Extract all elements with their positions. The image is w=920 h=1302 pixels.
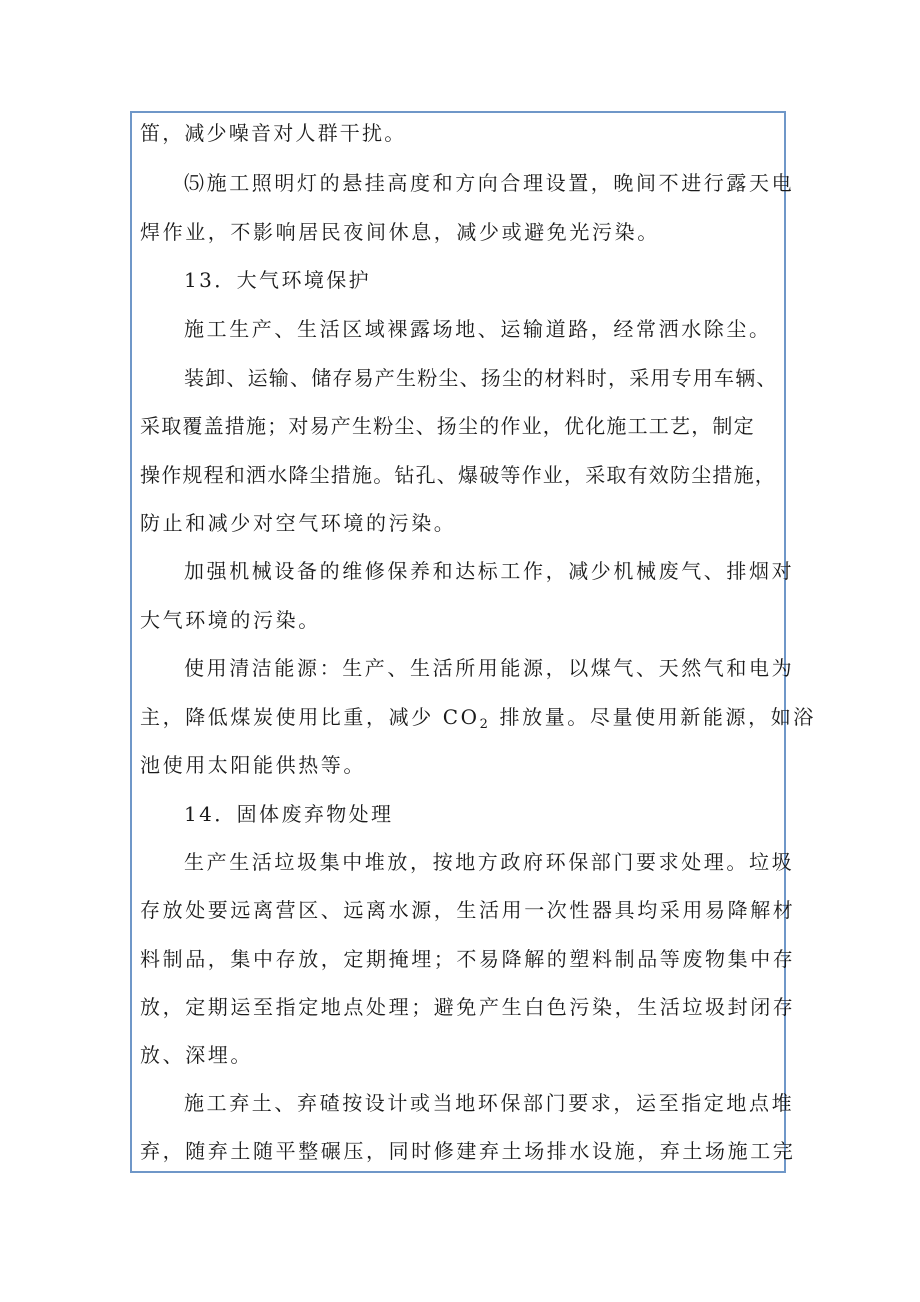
text-line: 施工生产、生活区域裸露场地、运输道路，经常洒水除尘。 [184, 317, 772, 341]
text-line: 生产生活垃圾集中堆放，按地方政府环保部门要求处理。垃圾 [184, 850, 795, 874]
text-line: 使用清洁能源：生产、生活所用能源，以煤气、天然气和电为 [184, 656, 795, 680]
text-line: 装卸、运输、储存易产生粉尘、扬尘的材料时，采用专用车辆、 [184, 366, 778, 390]
text-line: 存放处要远离营区、远离水源，生活用一次性器具均采用易降解材 [140, 898, 796, 922]
text-segment: 主，降低煤炭使用比重，减少 CO [140, 705, 480, 729]
text-line: 料制品，集中存放，定期掩埋；不易降解的塑料制品等废物集中存 [140, 947, 796, 971]
text-line: 大气环境的污染。 [140, 608, 321, 632]
text-line: 加强机械设备的维修保养和达标工作，减少机械废气、排烟对 [184, 559, 795, 583]
text-line: 焊作业，不影响居民夜间休息，减少或避免光污染。 [140, 220, 660, 244]
section-heading: 13．大气环境保护 [184, 268, 372, 292]
text-line: 放、深埋。 [140, 1043, 253, 1067]
text-line: ⑸施工照明灯的悬挂高度和方向合理设置，晚间不进行露天电 [184, 171, 795, 195]
section-heading: 14．固体废弃物处理 [184, 802, 394, 826]
subscript-2: 2 [479, 717, 491, 732]
text-line: 放，定期运至指定地点处理；避免产生白色污染，生活垃圾封闭存 [140, 995, 796, 1019]
text-line: 笛，减少噪音对人群干扰。 [140, 121, 407, 145]
text-line: 施工弃土、弃碴按设计或当地环保部门要求，运至指定地点堆 [184, 1091, 795, 1115]
text-line: 弃，随弃土随平整碾压，同时修建弃土场排水设施，弃土场施工完 [140, 1139, 796, 1163]
text-line-with-formula [140, 703, 816, 731]
text-line: 采取覆盖措施；对易产生粉尘、扬尘的作业，优化施工工艺，制定 [140, 414, 755, 438]
text-line: 防止和减少对空气环境的污染。 [140, 511, 457, 535]
text-segment: 排放量。尽量使用新能源，如浴 [490, 705, 816, 729]
text-line: 池使用太阳能供热等。 [140, 753, 366, 777]
text-line: 操作规程和洒水降尘措施。钻孔、爆破等作业，采取有效防尘措施， [140, 463, 776, 487]
